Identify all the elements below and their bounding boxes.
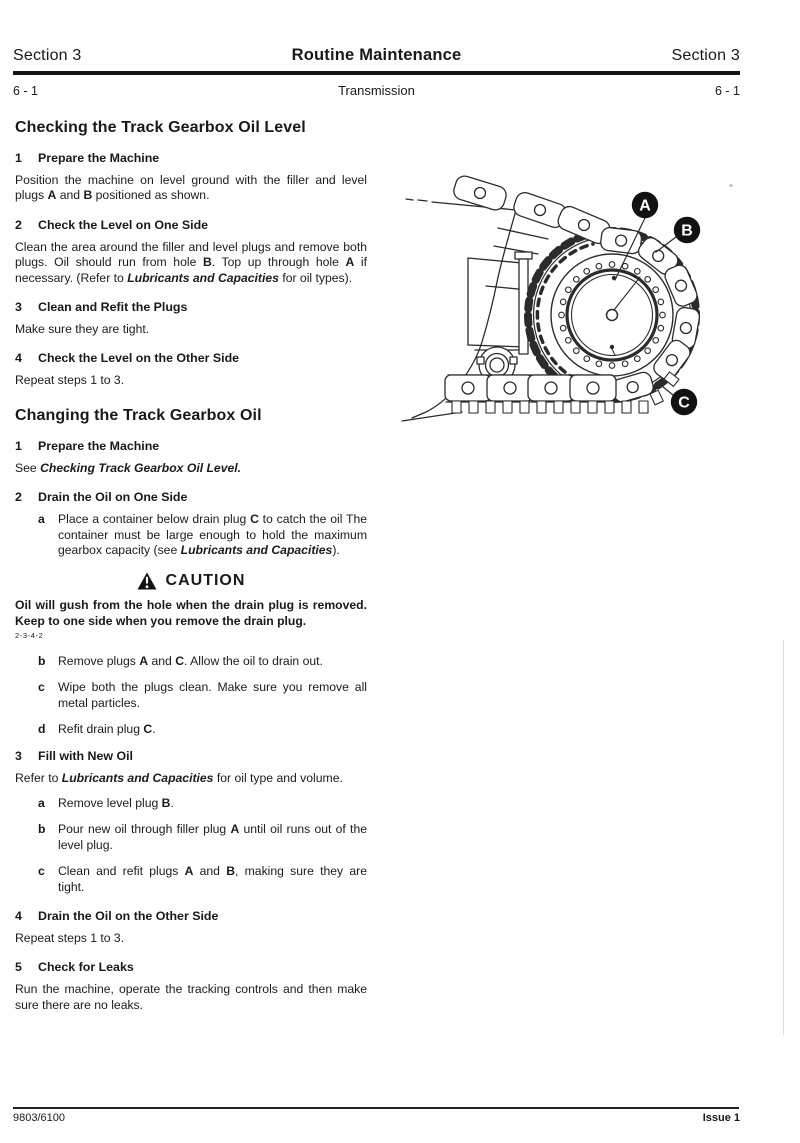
content-column: [15, 117, 367, 1027]
sub-item-letter: d: [38, 722, 46, 737]
sub-item: [38, 512, 367, 558]
item-number: 2: [15, 490, 22, 505]
sub-item-letter: a: [38, 795, 45, 810]
page-subheader: [13, 83, 740, 98]
text-run: B: [202, 255, 212, 270]
text-run: A: [184, 864, 194, 879]
item-heading: Fill with New Oil: [38, 748, 133, 763]
text-run: . Allow the oil to drain out.: [184, 653, 323, 668]
text-run: ).: [332, 543, 340, 558]
header-section-right: Section 3: [671, 47, 740, 64]
text-run: positioned as shown.: [92, 188, 210, 203]
item-number: 1: [15, 151, 22, 165]
item-number: 5: [15, 960, 22, 975]
text-run: Position the machine on level ground with the filler and level plugs: [15, 173, 367, 203]
item-paragraph: [15, 173, 367, 204]
sub-item-letter: a: [38, 512, 45, 527]
sprocket-bolt-hole: [645, 277, 651, 283]
section-title: Checking the Track Gearbox Oil Level: [15, 119, 306, 136]
grouser-tooth: [520, 401, 529, 413]
text-run: Make sure they are tight.: [15, 322, 150, 337]
grouser-tooth: [639, 401, 648, 413]
text-run: , making sure they are tight.: [58, 864, 367, 894]
item-heading-row: [15, 909, 367, 924]
page-footer: [13, 1112, 740, 1124]
sprocket-bolt-hole: [653, 287, 659, 293]
item-paragraph: [15, 982, 367, 1013]
item-heading-row: [15, 218, 367, 233]
sub-item-paragraph: [58, 864, 367, 895]
text-run: until oil runs out of the level plug.: [58, 822, 367, 852]
item-heading-row: [15, 151, 367, 166]
item-paragraph: [15, 931, 367, 946]
list-item: [15, 749, 367, 895]
item-heading: Prepare the Machine: [38, 438, 160, 453]
sprocket-bolt-hole: [566, 287, 572, 293]
sub-item: [38, 822, 367, 853]
chain-link-hole: [616, 235, 627, 246]
text-run: to catch the oil The container must be large enough to hold the maximum gearbox capacity (see: [58, 512, 367, 558]
sprocket-bolt-hole: [584, 269, 590, 275]
callout-c-label: C: [678, 394, 690, 412]
chain-link-hole: [545, 382, 557, 394]
sprocket-bolt-hole: [596, 361, 602, 367]
list-item: [15, 300, 367, 337]
page-number-right: 6 - 1: [714, 84, 740, 98]
grouser-tooth: [486, 401, 495, 413]
track-gearbox-illustration: [398, 168, 790, 438]
sprocket-bolt-hole: [609, 262, 615, 268]
item-paragraph: [15, 771, 367, 786]
item-heading-row: [15, 351, 367, 366]
item-number: 4: [15, 351, 22, 366]
text-run: A: [230, 822, 240, 837]
sub-items-group: [15, 654, 367, 738]
text-run: and: [148, 653, 176, 668]
text-run: Lubricants and Capacities: [61, 770, 214, 785]
sprocket-bolt-hole: [574, 348, 580, 354]
chain-link-hole: [587, 382, 599, 394]
item-heading: Drain the Oil on the Other Side: [38, 908, 219, 923]
sprocket-bolt-hole: [560, 325, 566, 331]
grouser-tooth: [605, 401, 614, 413]
item-heading: Prepare the Machine: [38, 151, 160, 165]
text-run: .: [152, 722, 156, 737]
grouser-tooth: [537, 401, 546, 413]
sprocket-bolt-hole: [560, 299, 566, 305]
chain-link-hole: [653, 250, 664, 261]
sprocket-bolt-hole: [653, 338, 659, 344]
sub-item-paragraph: [58, 722, 367, 737]
text-run: Repeat steps 1 to 3.: [15, 373, 125, 388]
sub-item-paragraph: [58, 512, 367, 558]
text-run: for oil type and volume.: [213, 770, 343, 785]
text-run: Remove plugs: [58, 653, 140, 668]
item-number: 4: [15, 908, 22, 923]
chain-link-hole: [504, 382, 516, 394]
caution-heading-row: [15, 572, 367, 590]
sprocket-bolt-hole: [609, 363, 615, 369]
text-run: C: [175, 653, 185, 668]
grouser-tooth: [571, 401, 580, 413]
chapter-title: Transmission: [338, 83, 415, 98]
sprocket-bolt-hole: [596, 263, 602, 269]
item-paragraph: [15, 240, 367, 286]
item-heading: Check for Leaks: [38, 960, 134, 975]
sub-item-letter: c: [38, 680, 45, 695]
item-heading-row: [15, 960, 367, 975]
text-run: A: [139, 653, 149, 668]
sub-item: [38, 680, 367, 711]
sub-item-letter: c: [38, 864, 45, 879]
sub-item-letter: b: [38, 822, 46, 837]
item-heading-row: [15, 439, 367, 454]
sprocket-bolt-hole: [559, 312, 565, 318]
sprocket-bolt-hole: [635, 269, 641, 275]
item-paragraph: [15, 373, 367, 388]
text-run: A: [345, 255, 355, 270]
grouser-tooth: [503, 401, 512, 413]
sub-item: [38, 654, 367, 669]
sprocket-bolt-hole: [658, 299, 664, 305]
section-title: Changing the Track Gearbox Oil: [15, 406, 262, 424]
sprocket-bolt-hole: [574, 277, 580, 283]
item-heading-row: [15, 749, 367, 764]
text-run: C: [250, 512, 259, 527]
text-run: A: [47, 188, 57, 203]
text-run: Remove level plug: [58, 795, 162, 810]
list-item: [15, 439, 367, 476]
page-number-left: 6 - 1: [13, 84, 39, 98]
chain-link-hole: [676, 280, 687, 291]
sub-item-paragraph: [58, 822, 367, 853]
sub-item-letter: b: [38, 653, 46, 668]
list-item: [15, 909, 367, 946]
list-item: [15, 218, 367, 286]
sprocket-bolt-hole: [645, 348, 651, 354]
item-number: 1: [15, 438, 22, 453]
list-item: [15, 151, 367, 204]
text-run: B: [83, 188, 93, 203]
text-run: Checking Track Gearbox Oil Level.: [40, 460, 242, 475]
item-heading-row: [15, 490, 367, 505]
callout-a-label: A: [639, 197, 651, 215]
text-run: Oil will gush from the hole when the drain plug is removed. Keep to one side when you remove the drain plug.: [15, 598, 367, 628]
chain-link-hole: [462, 382, 474, 394]
chain-link-hole: [579, 220, 590, 231]
warning-triangle-icon: [137, 572, 157, 590]
text-run: Lubricants and Capacities: [180, 543, 333, 558]
chain-link-hole: [535, 205, 546, 216]
text-run: and: [56, 188, 84, 203]
text-run: for oil types).: [278, 270, 353, 285]
figure-container: [398, 168, 790, 438]
list-item: [15, 960, 367, 1013]
sprocket-bolt-hole: [635, 356, 641, 362]
hub-center: [607, 310, 618, 321]
scan-speck: [729, 184, 733, 187]
sub-item: [38, 796, 367, 811]
caution-label: CAUTION: [165, 572, 246, 590]
caution-block: [15, 572, 367, 639]
item-number: 2: [15, 217, 22, 232]
text-run: and: [193, 864, 227, 879]
grouser-tooth: [452, 401, 461, 413]
grouser-tooth: [588, 401, 597, 413]
sub-item: [38, 722, 367, 737]
list-item: [15, 351, 367, 388]
item-number: 3: [15, 300, 22, 315]
header-rule: [13, 71, 740, 75]
page-header: [13, 46, 740, 65]
text-run: Refer to: [15, 770, 62, 785]
text-run: Clean the area around the filler and level plugs and remove both plugs. Oil should run from hole: [15, 239, 367, 270]
sprocket-bolt-hole: [566, 338, 572, 344]
item-heading: Check the Level on One Side: [38, 217, 209, 232]
page-edge-line: [783, 640, 784, 1035]
issue-number: Issue 1: [702, 1112, 740, 1124]
text-run: . Top up through hole: [211, 255, 346, 270]
sprocket-bolt-hole: [660, 312, 666, 318]
list-item: [15, 490, 367, 558]
chain-link-hole: [680, 323, 691, 334]
text-run: Run the machine, operate the tracking controls and then make sure there are no leaks.: [15, 982, 367, 1012]
sub-item: [38, 864, 367, 895]
chain-link-hole: [627, 382, 638, 393]
caution-text: [15, 598, 367, 628]
item-heading: Clean and Refit the Plugs: [38, 300, 188, 315]
text-run: Lubricants and Capacities: [127, 270, 279, 285]
text-run: B: [226, 864, 236, 879]
sub-item-paragraph: [58, 654, 367, 669]
item-number: 3: [15, 748, 22, 763]
text-run: Pour new oil through filler plug: [58, 822, 231, 837]
text-run: B: [161, 795, 171, 810]
sub-item-paragraph: [58, 796, 367, 811]
item-paragraph: [15, 461, 367, 476]
bracket-cap: [515, 252, 532, 259]
header-section-left: Section 3: [13, 47, 82, 64]
item-heading-row: [15, 300, 367, 315]
footer-rule: [13, 1107, 739, 1109]
text-run: .: [170, 795, 174, 810]
item-heading: Check the Level on the Other Side: [38, 351, 240, 366]
text-run: Wipe both the plugs clean. Make sure you remove all metal particles.: [58, 680, 367, 710]
caution-code: 2-3-4-2: [15, 630, 44, 640]
header-title: Routine Maintenance: [291, 46, 462, 64]
publication-number: 9803/6100: [13, 1112, 65, 1124]
chain-link-hole: [475, 188, 486, 199]
text-run: Clean and refit plugs: [58, 864, 185, 879]
sub-item-paragraph: [58, 680, 367, 711]
gearbox-cover: [551, 254, 673, 376]
chain-link-hole: [666, 355, 677, 366]
sprocket-bolt-hole: [622, 361, 628, 367]
grouser-tooth: [469, 401, 478, 413]
text-run: See: [15, 460, 41, 475]
grouser-tooth: [622, 401, 631, 413]
text-run: Refit drain plug: [58, 722, 144, 737]
grouser-tooth: [554, 401, 563, 413]
item-paragraph: [15, 322, 367, 337]
text-run: Place a container below drain plug: [58, 512, 251, 527]
item-heading: Drain the Oil on One Side: [38, 490, 188, 505]
callout-b-label: B: [681, 222, 693, 240]
text-run: Repeat steps 1 to 3.: [15, 930, 125, 945]
text-run: if necessary. (Refer to: [15, 255, 367, 285]
sprocket-bolt-hole: [658, 325, 664, 331]
text-run: C: [143, 722, 153, 737]
sprocket-bolt-hole: [584, 356, 590, 362]
